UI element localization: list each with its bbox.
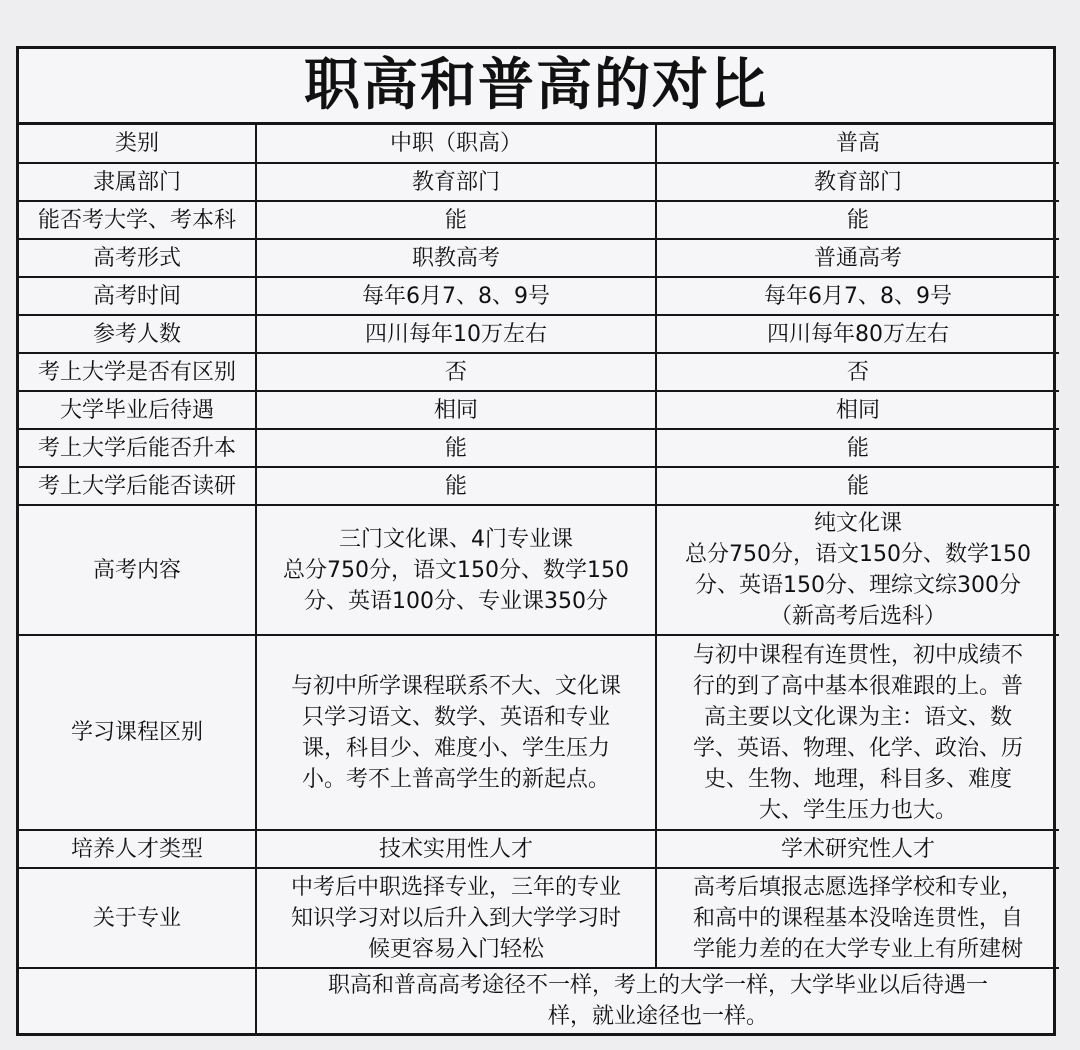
table-row xyxy=(19,391,1059,429)
row-vocational: 四川每年10万左右 xyxy=(256,315,656,353)
text-line: 分、英语150分、理综文综300分 xyxy=(695,573,1021,598)
row-general: 否 xyxy=(656,353,1059,391)
text-line: 学、英语、物理、化学、政治、历 xyxy=(692,735,1023,761)
row-category: 考上大学后能否读研 xyxy=(19,467,256,505)
table-row xyxy=(19,353,1059,391)
talent-general: 学术研究性人才 xyxy=(656,830,1059,868)
courses-general xyxy=(656,635,1059,830)
row-vocational: 教育部门 xyxy=(256,163,656,201)
text-line: 学能力差的在大学专业上有所建树 xyxy=(692,936,1023,962)
courses-row xyxy=(19,635,1059,830)
row-vocational: 能 xyxy=(256,201,656,239)
text-line: 大、学生压力也大。 xyxy=(758,797,957,823)
text-line: 只学习语文、数学、英语和专业 xyxy=(301,704,610,730)
table-row xyxy=(19,239,1059,277)
text-line: 候更容易入门轻松 xyxy=(367,936,544,962)
header-general: 普高 xyxy=(656,125,1059,163)
header-row xyxy=(19,125,1059,163)
row-general: 普通高考 xyxy=(656,239,1059,277)
text-line: 和高中的课程基本没啥连贯性，自 xyxy=(692,905,1023,931)
table-row xyxy=(19,201,1059,239)
courses-vocational xyxy=(256,635,656,830)
row-category: 大学毕业后待遇 xyxy=(19,391,256,429)
row-general: 四川每年80万左右 xyxy=(656,315,1059,353)
text-line: 高考后填报志愿选择学校和专业， xyxy=(692,874,1023,900)
text-line: 小。考不上普高学生的新起点。 xyxy=(301,766,610,792)
text-line: 样，就业途径也一样。 xyxy=(547,1004,768,1029)
page-title: 职高和普高的对比 xyxy=(19,49,1053,125)
talent-row xyxy=(19,830,1059,868)
table-row xyxy=(19,163,1059,201)
exam-content-category: 高考内容 xyxy=(19,505,256,635)
text-line: 总分750分，语文150分、数学150 xyxy=(685,542,1031,567)
row-general: 相同 xyxy=(656,391,1059,429)
exam-content-general xyxy=(656,505,1059,635)
row-general: 每年6月7、8、9号 xyxy=(656,277,1059,315)
header-category: 类别 xyxy=(19,125,256,163)
row-category: 参考人数 xyxy=(19,315,256,353)
courses-category: 学习课程区别 xyxy=(19,635,256,830)
text-line: 课，科目少、难度小、学生压力 xyxy=(301,735,610,761)
major-vocational xyxy=(256,868,656,968)
row-vocational: 职教高考 xyxy=(256,239,656,277)
text-line: 与初中课程有连贯性，初中成绩不 xyxy=(692,642,1023,668)
text-line: 三门文化课、4门专业课 xyxy=(339,526,573,552)
row-vocational: 否 xyxy=(256,353,656,391)
row-vocational: 能 xyxy=(256,467,656,505)
text-line: 与初中所学课程联系不大、文化课 xyxy=(290,673,621,699)
major-general xyxy=(656,868,1059,968)
row-category: 高考形式 xyxy=(19,239,256,277)
table-row xyxy=(19,315,1059,353)
exam-content-row xyxy=(19,505,1059,635)
exam-content-vocational xyxy=(256,505,656,635)
row-general: 教育部门 xyxy=(656,163,1059,201)
comparison-sheet xyxy=(16,46,1056,1036)
row-vocational: 每年6月7、8、9号 xyxy=(256,277,656,315)
comparison-table xyxy=(19,125,1059,1033)
text-line: （新高考后选科） xyxy=(769,604,946,629)
talent-vocational: 技术实用性人才 xyxy=(256,830,656,868)
text-line: 分、英语100分、专业课350分 xyxy=(304,588,608,614)
text-line: 高主要以文化课为主：语文、数 xyxy=(703,704,1012,730)
row-general: 能 xyxy=(656,429,1059,467)
row-vocational: 能 xyxy=(256,429,656,467)
table-row xyxy=(19,429,1059,467)
row-vocational: 相同 xyxy=(256,391,656,429)
row-general: 能 xyxy=(656,201,1059,239)
text-line: 知识学习对以后升入到大学学习时 xyxy=(290,905,621,931)
header-vocational: 中职（职高） xyxy=(256,125,656,163)
summary-row xyxy=(19,968,1059,1033)
talent-category: 培养人才类型 xyxy=(19,830,256,868)
row-general: 能 xyxy=(656,467,1059,505)
summary-category xyxy=(19,968,256,1033)
row-category: 高考时间 xyxy=(19,277,256,315)
text-line: 纯文化课 xyxy=(813,511,902,536)
text-line: 史、生物、地理，科目多、难度 xyxy=(703,766,1012,792)
table-row xyxy=(19,467,1059,505)
row-category: 考上大学后能否升本 xyxy=(19,429,256,467)
row-category: 隶属部门 xyxy=(19,163,256,201)
text-line: 中考后中职选择专业，三年的专业 xyxy=(290,874,621,900)
summary-text xyxy=(256,968,1059,1033)
text-line: 职高和普高高考途径不一样，考上的大学一样，大学毕业以后待遇一 xyxy=(327,973,988,998)
text-line: 行的到了高中基本很难跟的上。普 xyxy=(692,673,1023,699)
row-category: 考上大学是否有区别 xyxy=(19,353,256,391)
table-row xyxy=(19,277,1059,315)
major-category: 关于专业 xyxy=(19,868,256,968)
major-row xyxy=(19,868,1059,968)
text-line: 总分750分，语文150分、数学150 xyxy=(283,557,629,583)
row-category: 能否考大学、考本科 xyxy=(19,201,256,239)
